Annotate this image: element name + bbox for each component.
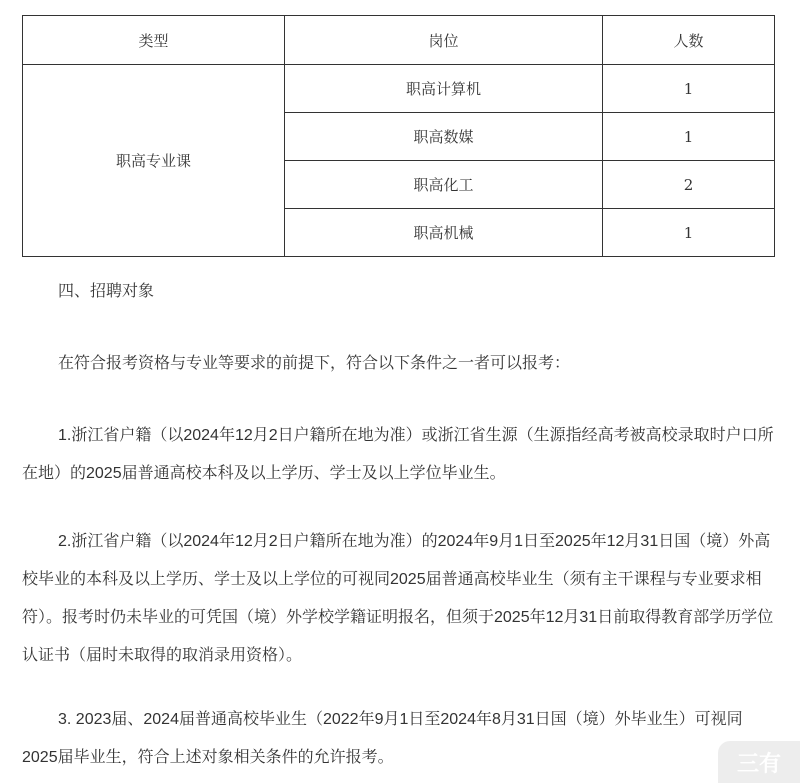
category-cell: 职高专业课 [23, 65, 285, 257]
count-cell: 2 [603, 161, 775, 209]
paragraph-item-3: 3. 2023届、2024届普通高校毕业生（2022年9月1日至2024年8月31日国（境）外毕业生）可视同2025届毕业生，符合上述对象相关条件的允许报考。 [22, 711, 743, 766]
header-count: 人数 [603, 16, 775, 65]
position-cell: 职高化工 [285, 161, 603, 209]
table-header-row [23, 16, 775, 65]
count-cell: 1 [603, 113, 775, 161]
header-position: 岗位 [285, 16, 603, 65]
paragraph-intro: 在符合报考资格与专业等要求的前提下，符合以下条件之一者可以报考： [58, 355, 571, 372]
recruitment-table [22, 15, 775, 257]
table-row [23, 65, 775, 113]
position-cell: 职高机械 [285, 209, 603, 257]
paragraph-item-1: 1.浙江省户籍（以2024年12月2日户籍所在地为准）或浙江省生源（生源指经高考被高校录取时户口所在地）的2025届普通高校本科及以上学历、学士及以上学位毕业生。 [22, 427, 774, 482]
floating-menu-button[interactable]: 三有 [718, 741, 800, 783]
count-cell: 1 [603, 209, 775, 257]
position-cell: 职高计算机 [285, 65, 603, 113]
count-cell: 1 [603, 65, 775, 113]
position-cell: 职高数媒 [285, 113, 603, 161]
section-title: 四、招聘对象 [58, 283, 155, 300]
header-type: 类型 [23, 16, 285, 65]
paragraph-item-2: 2.浙江省户籍（以2024年12月2日户籍所在地为准）的2024年9月1日至2025年12月31日国（境）外高校毕业的本科及以上学历、学士及以上学位的可视同2025届普通高校毕业生（须有主干课程与专业要求相符）。报考时仍未毕业的可凭国（境）外学校学籍证明报名，但须于2025年12月31日前取得教育部学历学位认证书（届时未取得的取消录用资格）。 [22, 533, 774, 664]
